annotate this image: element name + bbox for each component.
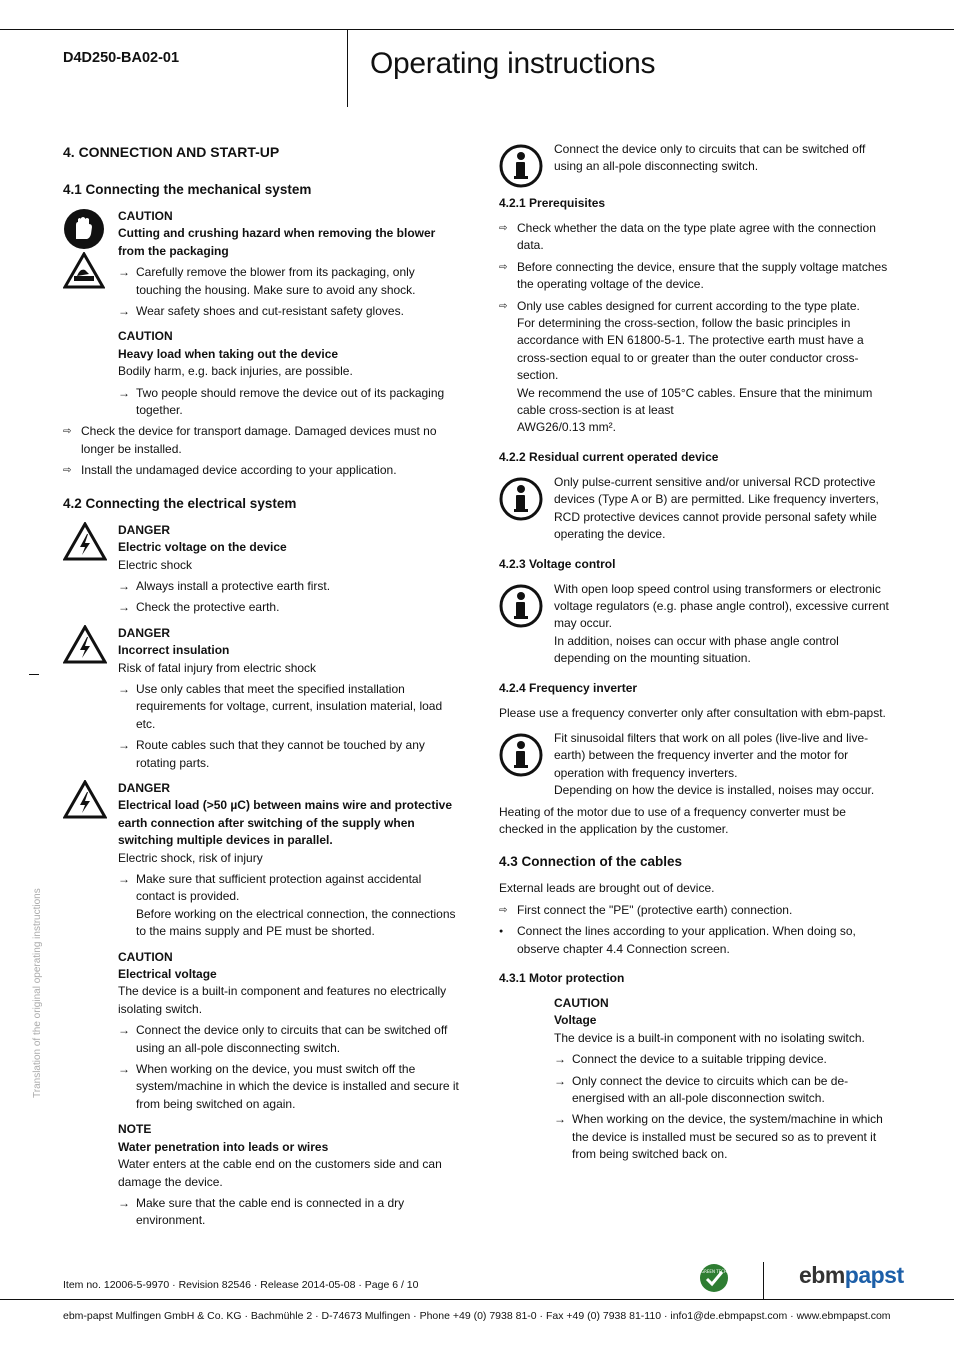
header-top-rule: [0, 29, 954, 30]
right-column: [499, 141, 891, 1164]
arrow-icon: →: [118, 1062, 130, 1077]
hazard-title: Heavy load when taking out the device: [118, 346, 339, 361]
list-item: ● Connect the lines according to your application. When doing so, observe chapter 4.4 Connection screen.: [499, 924, 856, 956]
arrow-icon: →: [118, 872, 130, 886]
hazard-title: Water penetration into leads or wires: [118, 1139, 329, 1154]
info-text: Fit sinusoidal filters that work on all poles (live-live and live-earth) between the frequency inverter and the motor for operation with frequency inverters.: [554, 730, 869, 780]
side-note: Translation of the original operating instructions: [32, 888, 43, 1098]
arrow-icon: →: [118, 1023, 130, 1038]
instruction-item: → Make sure that the cable end is connected in a dry environment.: [118, 1195, 405, 1228]
danger-block: [63, 625, 463, 772]
info-text: Connect the device only to circuits that can be switched off using an all-pole disconnecting switch.: [554, 142, 866, 174]
bullet-arrow-icon: ⇨: [499, 261, 508, 273]
instruction-item: → Carefully remove the blower from its packaging, only touching the housing. Make sure to avoid any shock.: [118, 265, 416, 297]
list-item: ⇨ Check the device for transport damage. Damaged devices must no longer be installed.: [63, 424, 437, 456]
arrow-icon: →: [554, 1073, 566, 1088]
hazard-text: Electric shock, risk of injury: [118, 850, 263, 865]
hazard-title: Electric voltage on the device: [118, 540, 287, 555]
hand-crush-warning-icon: [63, 252, 105, 290]
instruction-item: → When working on the device, you must switch off the system/machine in which the device is installed and secure it from being switched on again.: [118, 1062, 459, 1111]
hazard-text: The device is a built-in component and features no electrically isolating switch.: [118, 984, 447, 1016]
arrow-icon: →: [554, 1112, 566, 1127]
signal-word: DANGER: [118, 522, 171, 537]
list-item: ⇨ Only use cables designed for current according to the type plate. For determining the cross-section, follow the basic principles in accordance with EN 61800-5-1. The protective earth must have a cross-section equal to or greater than the outer conductor cross-section. We recommend the use of 105°C cables. Ensure that the minimum cable cross-section is at least AWG26/0.13 mm².: [499, 298, 873, 435]
list-item: ⇨ Check whether the data on the type plate agree with the connection data.: [499, 221, 876, 253]
footer-item-info: Item no. 12006-5-9970 · Revision 82546 · Release 2014-05-08 · Page 6 / 10: [63, 1279, 419, 1291]
model-number: D4D250-BA02-01: [63, 50, 180, 66]
subsection-heading: 4.2.4 Frequency inverter: [499, 680, 638, 695]
protective-gloves-icon: [63, 208, 105, 250]
subsection-heading: 4.2.1 Prerequisites: [499, 196, 606, 210]
high-voltage-warning-icon: [63, 625, 107, 665]
subsection-heading: 4.2 Connecting the electrical system: [63, 495, 297, 511]
info-block: [499, 730, 891, 800]
brand-divider: [763, 1262, 764, 1299]
hazard-text: Risk of fatal injury from electric shock: [118, 660, 317, 675]
info-icon: [499, 584, 543, 628]
instruction-item: → Connect the device only to circuits that can be switched off using an all-pole disconnecting switch.: [118, 1023, 448, 1055]
signal-word: DANGER: [118, 625, 171, 640]
bullet-dot-icon: ●: [499, 928, 504, 936]
signal-word: CAUTION: [554, 996, 609, 1010]
arrow-icon: →: [118, 385, 130, 400]
signal-word: DANGER: [118, 780, 171, 795]
hazard-title: Electrical voltage: [118, 967, 217, 982]
instruction-item: → Connect the device to a suitable tripping device.: [554, 1051, 891, 1068]
info-text: Only pulse-current sensitive and/or universal RCD protective devices (Type A or B) are permitted. Like frequency inverters, RCD protective devices cannot provide personal safety while operating the device.: [554, 474, 879, 542]
arrow-icon: →: [118, 578, 130, 593]
instruction-item: → Only connect the device to circuits which can be de-energised with an all-pole disconnection switch.: [554, 1073, 849, 1106]
bullet-arrow-icon: ⇨: [499, 223, 508, 234]
margin-tick: [29, 674, 39, 675]
danger-block: [63, 522, 463, 617]
svg-text:GREEN TECH: GREEN TECH: [701, 1269, 727, 1274]
bullet-arrow-icon: ⇨: [63, 426, 72, 438]
list-item: ⇨ First connect the "PE" (protective earth) connection.: [499, 902, 891, 919]
header-divider: [347, 29, 348, 107]
caution-block: [499, 995, 891, 1164]
list-item: ⇨ Install the undamaged device according to your application.: [63, 462, 463, 479]
bullet-arrow-icon: ⇨: [63, 465, 72, 477]
signal-word: CAUTION: [118, 329, 173, 344]
hazard-title: Incorrect insulation: [118, 643, 230, 658]
hazard-text: Bodily harm, e.g. back injuries, are possible.: [118, 364, 353, 379]
paragraph: External leads are brought out of device.: [499, 881, 715, 896]
arrow-icon: →: [554, 1052, 566, 1067]
hazard-text: Water enters at the cable end on the customers side and can damage the device.: [118, 1157, 442, 1189]
hazard-text: Electric shock: [118, 557, 193, 572]
signal-word: NOTE: [118, 1122, 152, 1137]
instruction-item: → Two people should remove the device out of its packaging together.: [118, 385, 445, 418]
subsection-heading: 4.3 Connection of the cables: [499, 854, 683, 870]
subsection-heading: 4.2.2 Residual current operated device: [499, 449, 719, 464]
arrow-icon: →: [118, 600, 130, 615]
arrow-icon: →: [118, 681, 130, 696]
arrow-icon: →: [118, 738, 130, 753]
info-icon: [499, 733, 543, 777]
hazard-title: Electrical load (>50 µC) between mains wire and protective earth connection after switching of the supply when switching multiple devices in parallel.: [118, 798, 453, 848]
hazard-title: Cutting and crushing hazard when removing the blower from the packaging: [118, 226, 436, 258]
instruction-item: → Route cables such that they cannot be touched by any rotating parts.: [118, 738, 425, 770]
info-block: [499, 141, 891, 187]
arrow-icon: →: [118, 304, 130, 319]
info-text: With open loop speed control using transformers or electronic voltage regulators (e.g. phase angle control), excessive current may occur.: [554, 581, 889, 631]
signal-word: CAUTION: [118, 209, 173, 223]
arrow-icon: →: [118, 265, 130, 280]
bullet-arrow-icon: ⇨: [499, 904, 508, 916]
paragraph: Please use a frequency converter only after consultation with ebm-papst.: [499, 705, 886, 720]
instruction-item: → Wear safety shoes and cut-resistant safety gloves.: [118, 303, 463, 320]
info-text: In addition, noises can occur with phase angle control depending on the mounting situation.: [554, 633, 839, 666]
page-title: Operating instructions: [370, 47, 656, 80]
arrow-icon: →: [118, 1195, 130, 1210]
caution-block: [63, 208, 463, 419]
left-column: [63, 142, 463, 1230]
high-voltage-warning-icon: [63, 780, 107, 820]
info-icon: [499, 144, 543, 188]
bullet-arrow-icon: ⇨: [499, 300, 508, 312]
subsection-heading: 4.1 Connecting the mechanical system: [63, 182, 312, 197]
green-tech-logo-icon: [698, 1262, 730, 1294]
signal-word: CAUTION: [118, 949, 173, 964]
hazard-text: The device is a built-in component with no isolating switch.: [554, 1030, 865, 1045]
subsection-heading: 4.2.3 Voltage control: [499, 556, 616, 571]
info-icon: [499, 477, 543, 521]
info-text: Depending on how the device is installed, noises may occur.: [554, 783, 875, 798]
section-heading: 4. CONNECTION AND START-UP: [63, 144, 280, 160]
high-voltage-warning-icon: [63, 522, 107, 562]
paragraph: Heating of the motor due to use of a frequency converter must be checked in the application by the customer.: [499, 804, 846, 836]
info-block: [499, 474, 891, 544]
instruction-item: → Make sure that sufficient protection against accidental contact is provided. Before working on the electrical connection, the connections to the mains supply and PE must be shorted.: [118, 872, 456, 939]
list-item: ⇨ Before connecting the device, ensure that the supply voltage matches the operating voltage of the device.: [499, 259, 888, 292]
subsection-heading: 4.3.1 Motor protection: [499, 971, 625, 985]
brand-logo: ebmpapst: [799, 1262, 904, 1288]
instruction-item: → Check the protective earth.: [118, 599, 463, 616]
footer-company-info: ebm-papst Mulfingen GmbH & Co. KG · Bachmühle 2 · D-74673 Mulfingen · Phone +49 (0) 7938 81-0 · Fax +49 (0) 7938 81-110 · info1@de.ebmpapst.com · www.ebmpapst.com: [63, 1310, 891, 1322]
danger-block: [63, 780, 463, 1230]
info-block: [499, 581, 891, 668]
instruction-item: → When working on the device, the system/machine in which the device is installed must be secured so as to prevent it from being switched back on.: [554, 1112, 883, 1162]
hazard-title: Voltage: [554, 1013, 597, 1028]
footer-rule: [0, 1299, 954, 1300]
instruction-item: → Always install a protective earth first.: [118, 578, 463, 595]
instruction-item: → Use only cables that meet the specified installation requirements for voltage, current, insulation material, load etc.: [118, 681, 443, 731]
